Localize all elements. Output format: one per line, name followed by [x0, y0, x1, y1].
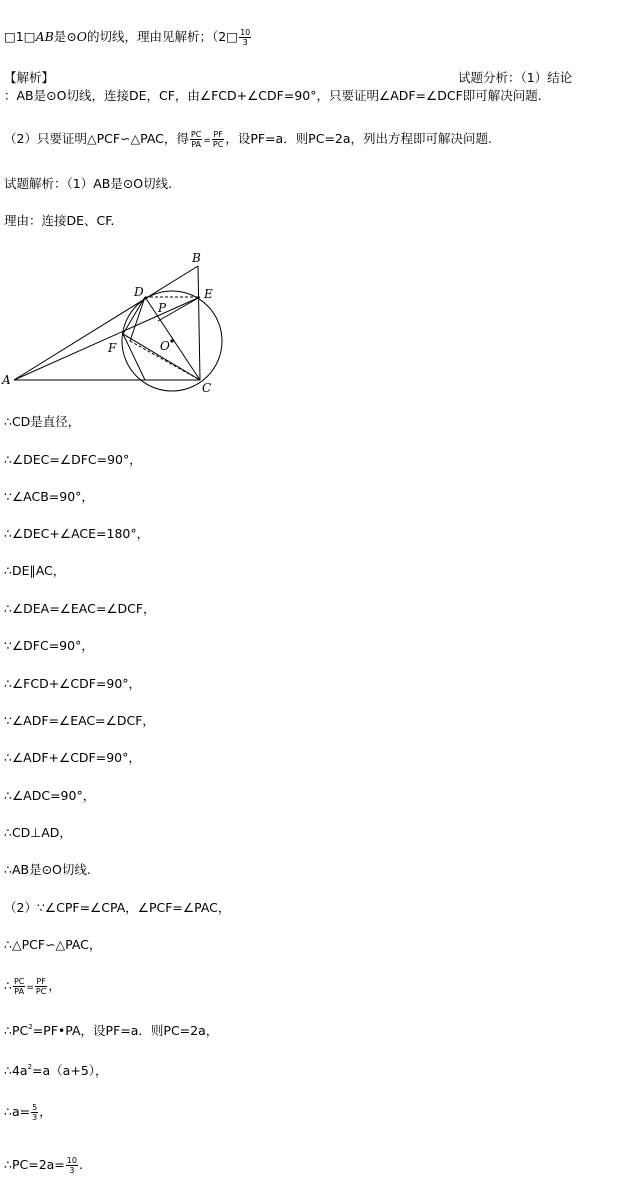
pc-suffix: .: [78, 1157, 83, 1172]
step-1: ∴CD是直径，: [4, 414, 81, 429]
step-13: ∴AB是⊙O切线.: [4, 862, 91, 877]
label-e: E: [204, 287, 213, 301]
header-suffix: 的切线，理由见解析；（2□: [87, 29, 239, 44]
step-5: ∴DE∥AC，: [4, 563, 66, 578]
pc2-text-a: ∴PC: [4, 1023, 29, 1038]
pc-squared-line: [4, 1023, 218, 1039]
frac-den: PA: [191, 140, 202, 149]
a-fraction: [31, 1103, 38, 1122]
pc-prefix: ∴PC=2a=: [4, 1157, 65, 1172]
frac-num: 5: [32, 1103, 38, 1112]
label-d: D: [134, 285, 144, 299]
label-c: C: [202, 381, 212, 395]
step-3: ∵∠ACB=90°，: [4, 489, 94, 504]
a-value-line: [4, 1103, 52, 1122]
ratio-line: [4, 977, 61, 996]
solution-reason: 理由：连接DE、CF.: [4, 213, 115, 228]
segment-bc: [198, 266, 200, 380]
frac-num: PC: [190, 130, 202, 139]
analysis-line-2-prefix: （2）只要证明△PCF∽△PAC，得: [4, 131, 189, 146]
label-o: O: [160, 339, 170, 353]
analysis-fraction-2: [212, 130, 224, 149]
pc-value-line: [4, 1156, 83, 1175]
analysis-right-label: 试题分析：（1）结论: [458, 70, 573, 85]
ratio-prefix: ∴: [4, 978, 12, 993]
step-6: ∴∠DEA=∠EAC=∠DCF，: [4, 601, 156, 616]
eq-text-a: ∴4a: [4, 1063, 28, 1078]
step-2: ∴∠DEC=∠DFC=90°，: [4, 452, 142, 467]
segment-ab: [14, 266, 198, 380]
header-fraction: [239, 28, 251, 47]
label-f: F: [108, 341, 117, 355]
frac-den: 3: [69, 1166, 75, 1175]
ratio-fraction-2: [35, 977, 47, 996]
a-prefix: ∴a=: [4, 1104, 31, 1119]
step-11: ∴∠ADC=90°，: [4, 788, 96, 803]
pc2-text-b: =PF•PA，设PF=a．则PC=2a，: [32, 1023, 219, 1038]
frac-num: PF: [213, 130, 223, 139]
step-15: ∴△PCF∽△PAC，: [4, 937, 102, 952]
header-frac-num: 10: [240, 28, 251, 37]
step-9: ∵∠ADF=∠EAC=∠DCF，: [4, 713, 155, 728]
eq-exponent: 2: [27, 1063, 33, 1071]
geometry-figure: [0, 246, 240, 398]
frac-num: PC: [13, 977, 25, 986]
header-prefix: □1□: [4, 29, 36, 44]
analysis-fraction-1: [190, 130, 202, 149]
solution-part-1: 试题解析：（1）AB是⊙O切线.: [4, 176, 173, 191]
header-is: 是: [53, 29, 67, 44]
eq-text-b: =a（a+5），: [32, 1063, 108, 1078]
analysis-line-2-suffix: ，设PF=a．则PC=2a，列出方程即可解决问题.: [225, 131, 493, 146]
frac-den: PC: [35, 987, 47, 996]
step-7: ∵∠DFC=90°，: [4, 638, 94, 653]
ratio-fraction-1: [13, 977, 25, 996]
center-dot: [170, 339, 173, 342]
step-10: ∴∠ADF+∠CDF=90°，: [4, 750, 141, 765]
header-ab: AB: [35, 29, 54, 44]
pc2-exponent: 2: [28, 1023, 33, 1031]
frac-den: 3: [32, 1113, 38, 1122]
header-frac-den: 3: [242, 38, 248, 47]
label-b: B: [192, 251, 201, 265]
frac-num: 10: [66, 1156, 77, 1165]
frac-num: PF: [36, 977, 46, 986]
ratio-suffix: ，: [48, 978, 61, 993]
analysis-equals: =: [203, 136, 211, 146]
analysis-line-2: [4, 130, 492, 149]
ratio-equals: =: [26, 983, 34, 993]
step-8: ∴∠FCD+∠CDF=90°，: [4, 676, 142, 691]
label-p: P: [158, 301, 167, 315]
pc-fraction: [66, 1156, 78, 1175]
step-14: （2）∵∠CPF=∠CPA，∠PCF=∠PAC，: [4, 900, 231, 915]
a-suffix: ，: [39, 1104, 52, 1119]
analysis-line-1: ：AB是⊙O切线，连接DE，CF，由∠FCD+∠CDF=90°，只要证明∠ADF=∠DCF即可解决问题.: [4, 88, 542, 103]
answer-header: [4, 28, 252, 47]
header-circle-o: ⊙O: [66, 29, 88, 44]
frac-den: PC: [212, 140, 224, 149]
step-12: ∴CD⊥AD，: [4, 825, 72, 840]
analysis-heading: 【解析】: [4, 70, 55, 85]
label-a: A: [2, 373, 11, 387]
step-4: ∴∠DEC+∠ACE=180°，: [4, 526, 150, 541]
equation-line: [4, 1063, 108, 1079]
frac-den: PA: [14, 987, 25, 996]
